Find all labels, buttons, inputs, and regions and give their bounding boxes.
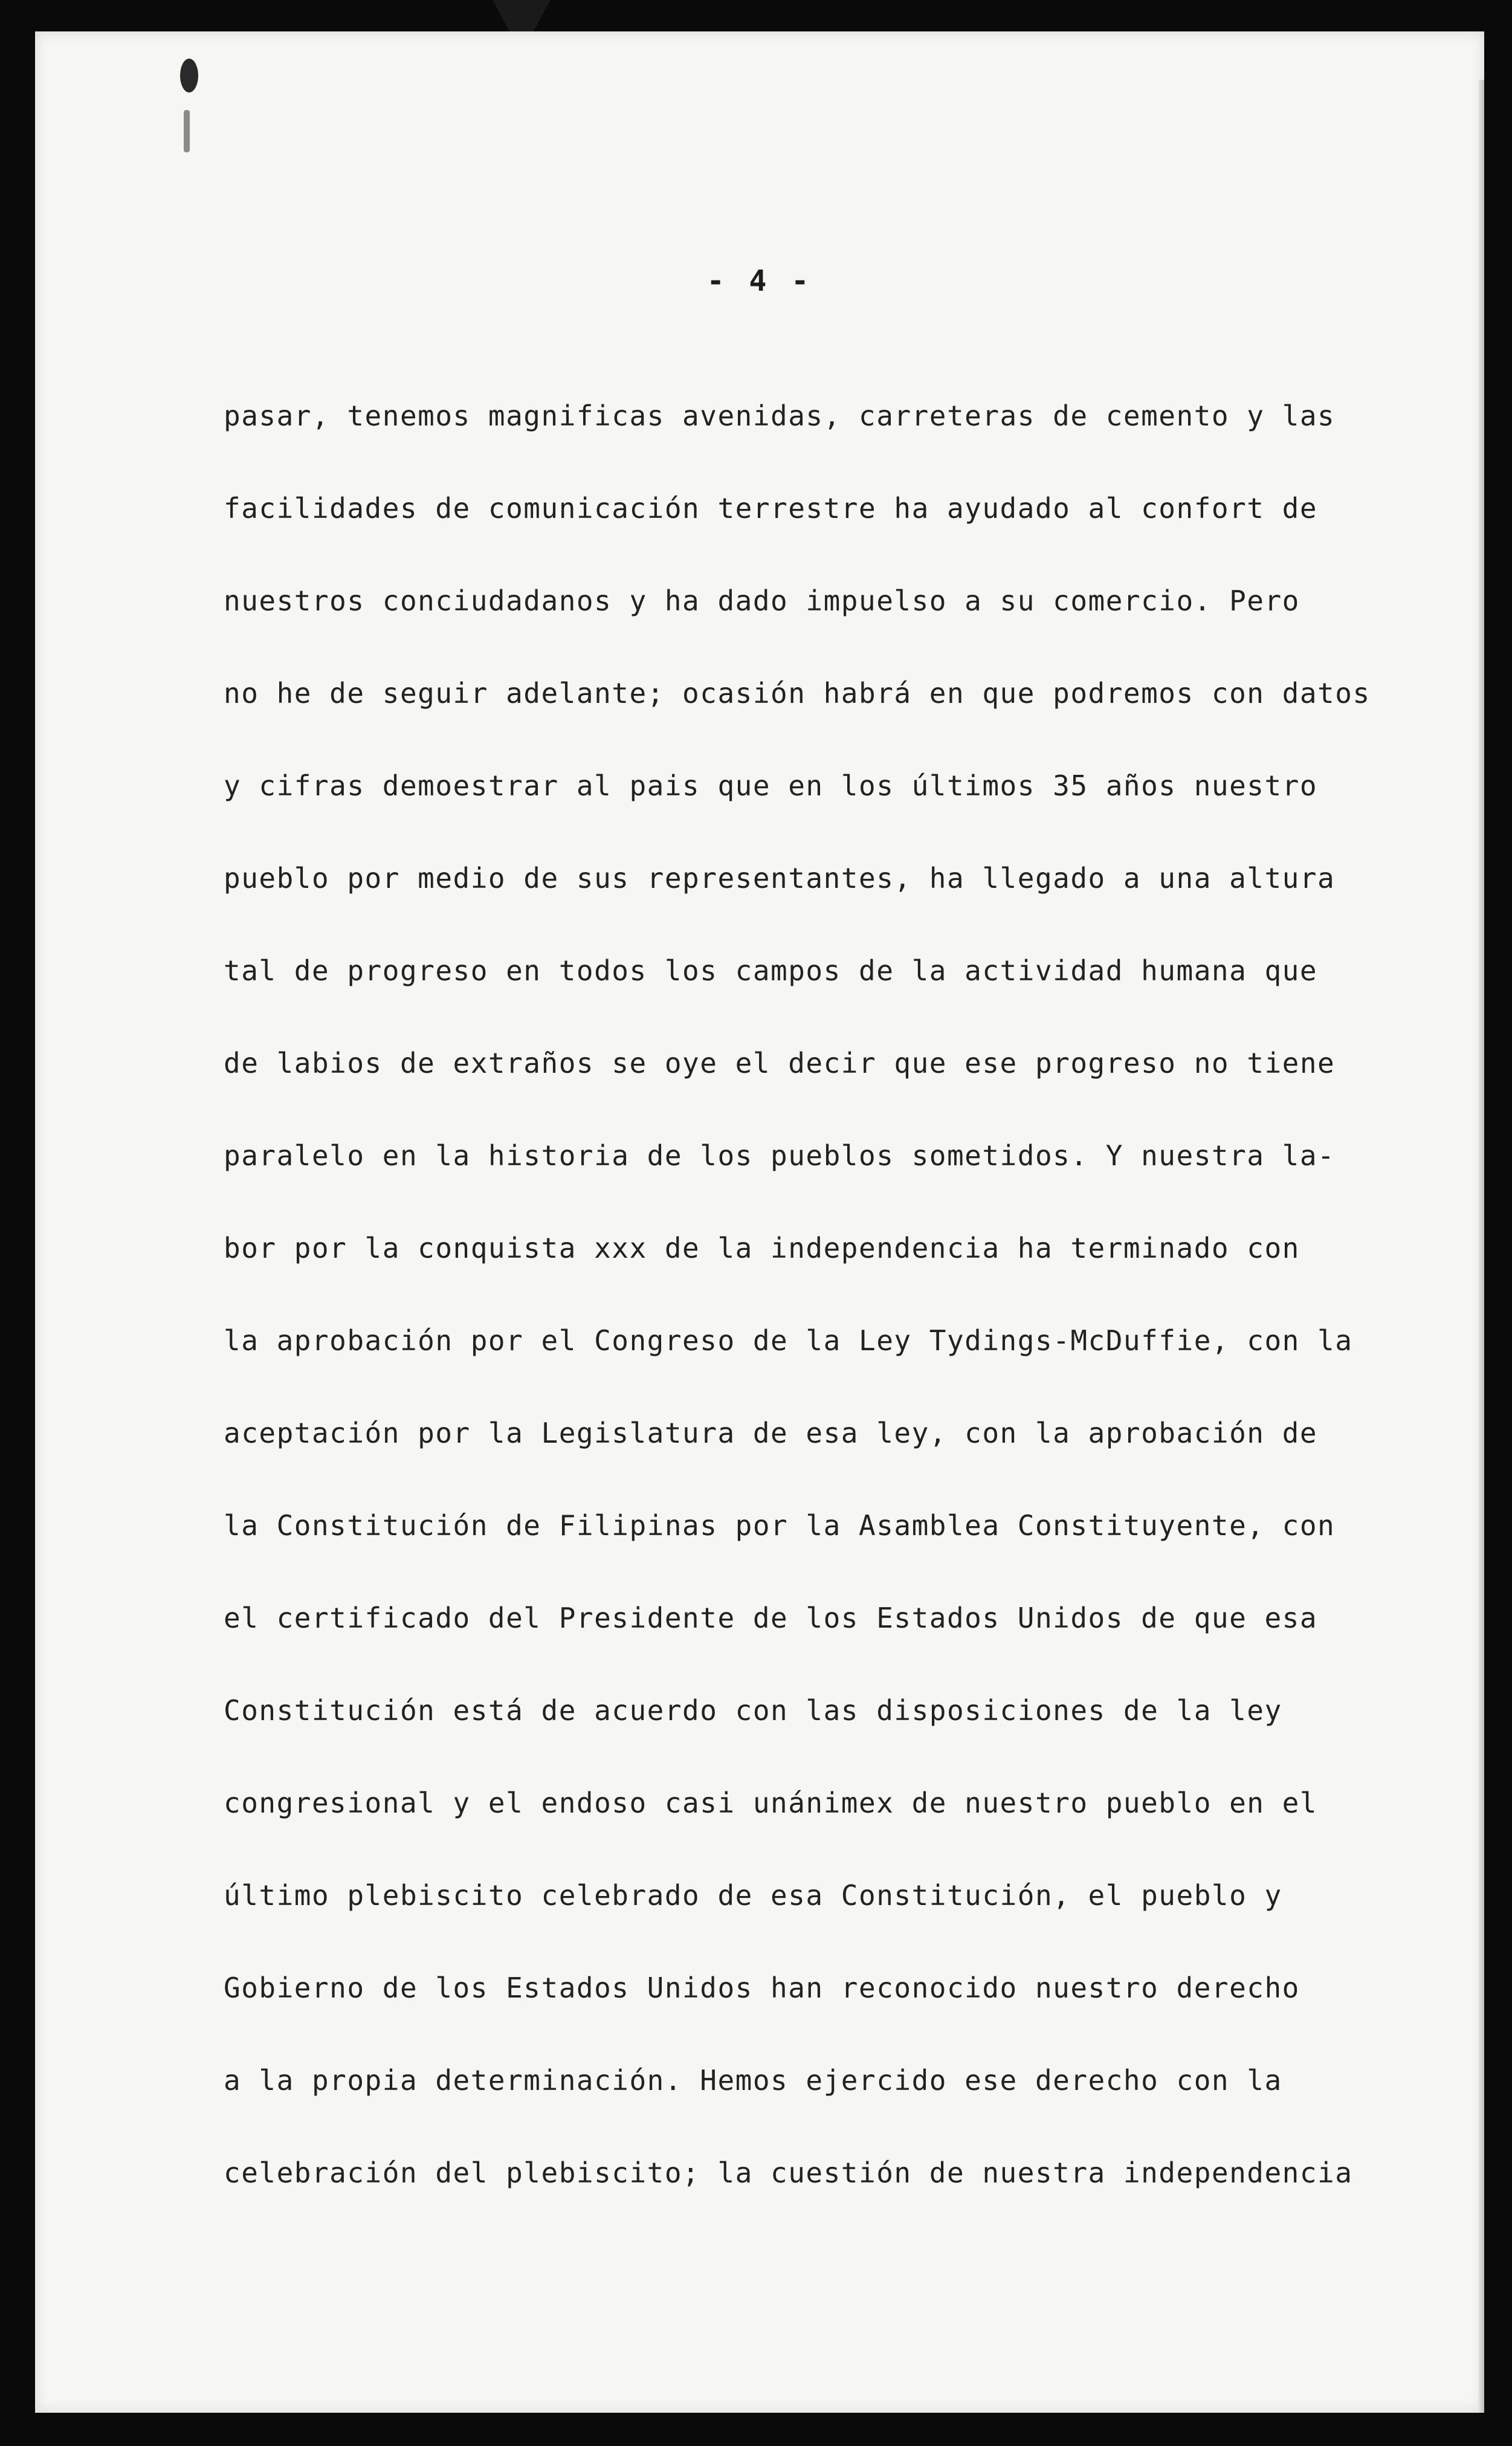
text-line: Constitución está de acuerdo con las disposiciones de la ley	[224, 1694, 1282, 1727]
text-line: aceptación por la Legislatura de esa ley, con la aprobación de	[224, 1417, 1318, 1449]
text-line: la Constitución de Filipinas por la Asamblea Constituyente, con	[224, 1509, 1336, 1542]
text-line: congresional y el endoso casi unánimex de nuestro pueblo en el	[224, 1787, 1318, 1819]
paper-edge-shadow	[1478, 80, 1484, 2413]
text-line: de labios de extraños se oye el decir que ese progreso no tiene	[224, 1047, 1336, 1079]
text-line: el certificado del Presidente de los Estados Unidos de que esa	[224, 1602, 1318, 1634]
document-page	[35, 31, 1484, 2413]
ink-blot-mark	[180, 59, 198, 92]
text-line: a la propia determinación. Hemos ejercido ese derecho con la	[224, 2064, 1282, 2097]
text-line: y cifras demoestrar al pais que en los últimos 35 años nuestro	[224, 769, 1318, 802]
text-line: último plebiscito celebrado de esa Constitución, el pueblo y	[224, 1879, 1282, 1912]
text-line: bor por la conquista xxx de la independencia ha terminado con	[224, 1232, 1300, 1264]
text-line: paralelo en la historia de los pueblos sometidos. Y nuestra la-	[224, 1139, 1336, 1172]
page-number: - 4 -	[706, 264, 813, 298]
ink-speck-mark	[184, 110, 190, 152]
text-line: celebración del plebiscito; la cuestión de nuestra independencia	[224, 2156, 1353, 2189]
text-line: Gobierno de los Estados Unidos han reconocido nuestro derecho	[224, 1972, 1300, 2004]
text-line: pueblo por medio de sus representantes, ha llegado a una altura	[224, 862, 1336, 895]
text-line: la aprobación por el Congreso de la Ley Tydings-McDuffie, con la	[224, 1324, 1353, 1357]
text-line: facilidades de comunicación terrestre ha ayudado al confort de	[224, 492, 1318, 525]
text-line: no he de seguir adelante; ocasión habrá en que podremos con datos	[224, 677, 1371, 710]
typed-body-text	[224, 370, 1456, 2219]
text-line: nuestros conciudadanos y ha dado impuelso a su comercio. Pero	[224, 584, 1300, 617]
text-line: pasar, tenemos magnificas avenidas, carreteras de cemento y las	[224, 400, 1336, 432]
text-line: tal de progreso en todos los campos de la actividad humana que	[224, 954, 1318, 987]
